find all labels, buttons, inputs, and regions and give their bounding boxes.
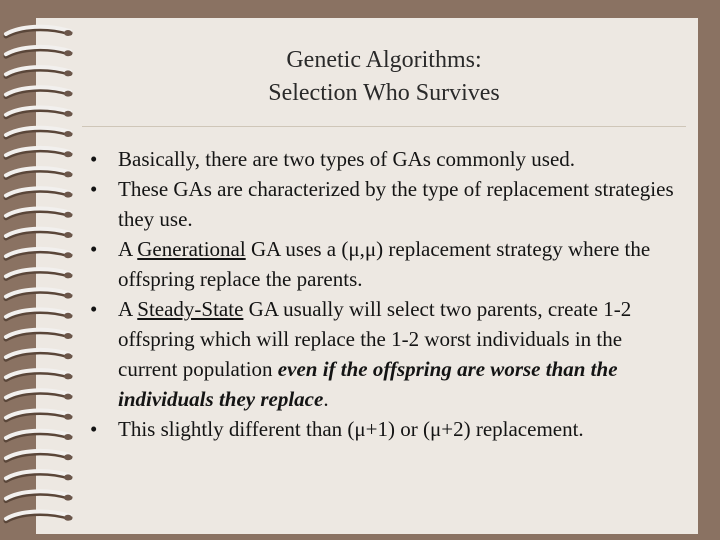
bullet-list xyxy=(84,144,684,444)
spiral-hole xyxy=(64,151,72,157)
bullet-marker: • xyxy=(90,417,98,441)
bullet-marker: • xyxy=(90,177,98,201)
term-generational: Generational xyxy=(137,237,246,261)
bullet-text-end: . xyxy=(323,387,329,411)
term-steady-state: Steady-State xyxy=(137,297,244,321)
bullet-item xyxy=(84,144,684,174)
spiral-hole xyxy=(64,212,72,218)
spiral-hole xyxy=(64,333,72,339)
bullet-text: Basically, there are two types of GAs commonly used. xyxy=(118,147,576,171)
title-divider xyxy=(82,126,686,127)
spiral-hole xyxy=(64,252,72,258)
spiral-hole xyxy=(64,293,72,299)
spiral-hole xyxy=(64,353,72,359)
bullet-text-prefix: A xyxy=(118,237,138,261)
bullet-item xyxy=(84,294,684,414)
bullet-marker: • xyxy=(90,237,98,261)
spiral-hole xyxy=(64,30,72,36)
spiral-hole xyxy=(64,111,72,117)
spiral-hole xyxy=(64,515,72,521)
spiral-hole xyxy=(64,495,72,501)
spiral-hole xyxy=(64,454,72,460)
spiral-hole xyxy=(64,434,72,440)
spiral-hole xyxy=(64,192,72,198)
emphasis-text: even if the offspring are worse than the individuals they replace xyxy=(118,357,618,411)
bullet-item xyxy=(84,414,684,444)
spiral-hole xyxy=(64,171,72,177)
spiral-hole xyxy=(64,474,72,480)
slide-title xyxy=(84,44,684,110)
spiral-hole xyxy=(64,70,72,76)
bullet-marker: • xyxy=(90,147,98,171)
spiral-hole xyxy=(64,272,72,278)
spiral-hole xyxy=(64,50,72,56)
bullet-item xyxy=(84,174,684,234)
spiral-binding-icon xyxy=(0,0,80,540)
bullet-item xyxy=(84,234,684,294)
bullet-text-suffix: GA usually will select two parents, create 1-2 offspring which will replace the 1-2 worst individuals in the current population xyxy=(118,297,632,381)
spiral-hole xyxy=(64,373,72,379)
spiral-hole xyxy=(64,313,72,319)
bullet-text-prefix: A xyxy=(118,297,138,321)
title-line-1: Genetic Algorithms: xyxy=(286,47,482,73)
bullet-text: This slightly different than (μ+1) or (μ+2) replacement. xyxy=(118,417,584,441)
spiral-hole xyxy=(64,394,72,400)
spiral-hole xyxy=(64,91,72,97)
spiral-hole xyxy=(64,131,72,137)
bullet-marker: • xyxy=(90,297,98,321)
bullet-text: These GAs are characterized by the type of replacement strategies they use. xyxy=(118,177,674,231)
spiral-hole xyxy=(64,232,72,238)
spiral-hole xyxy=(64,414,72,420)
bullet-text-suffix: GA uses a (μ,μ) replacement strategy where the offspring replace the parents. xyxy=(118,237,651,291)
title-line-2: Selection Who Survives xyxy=(268,80,500,106)
